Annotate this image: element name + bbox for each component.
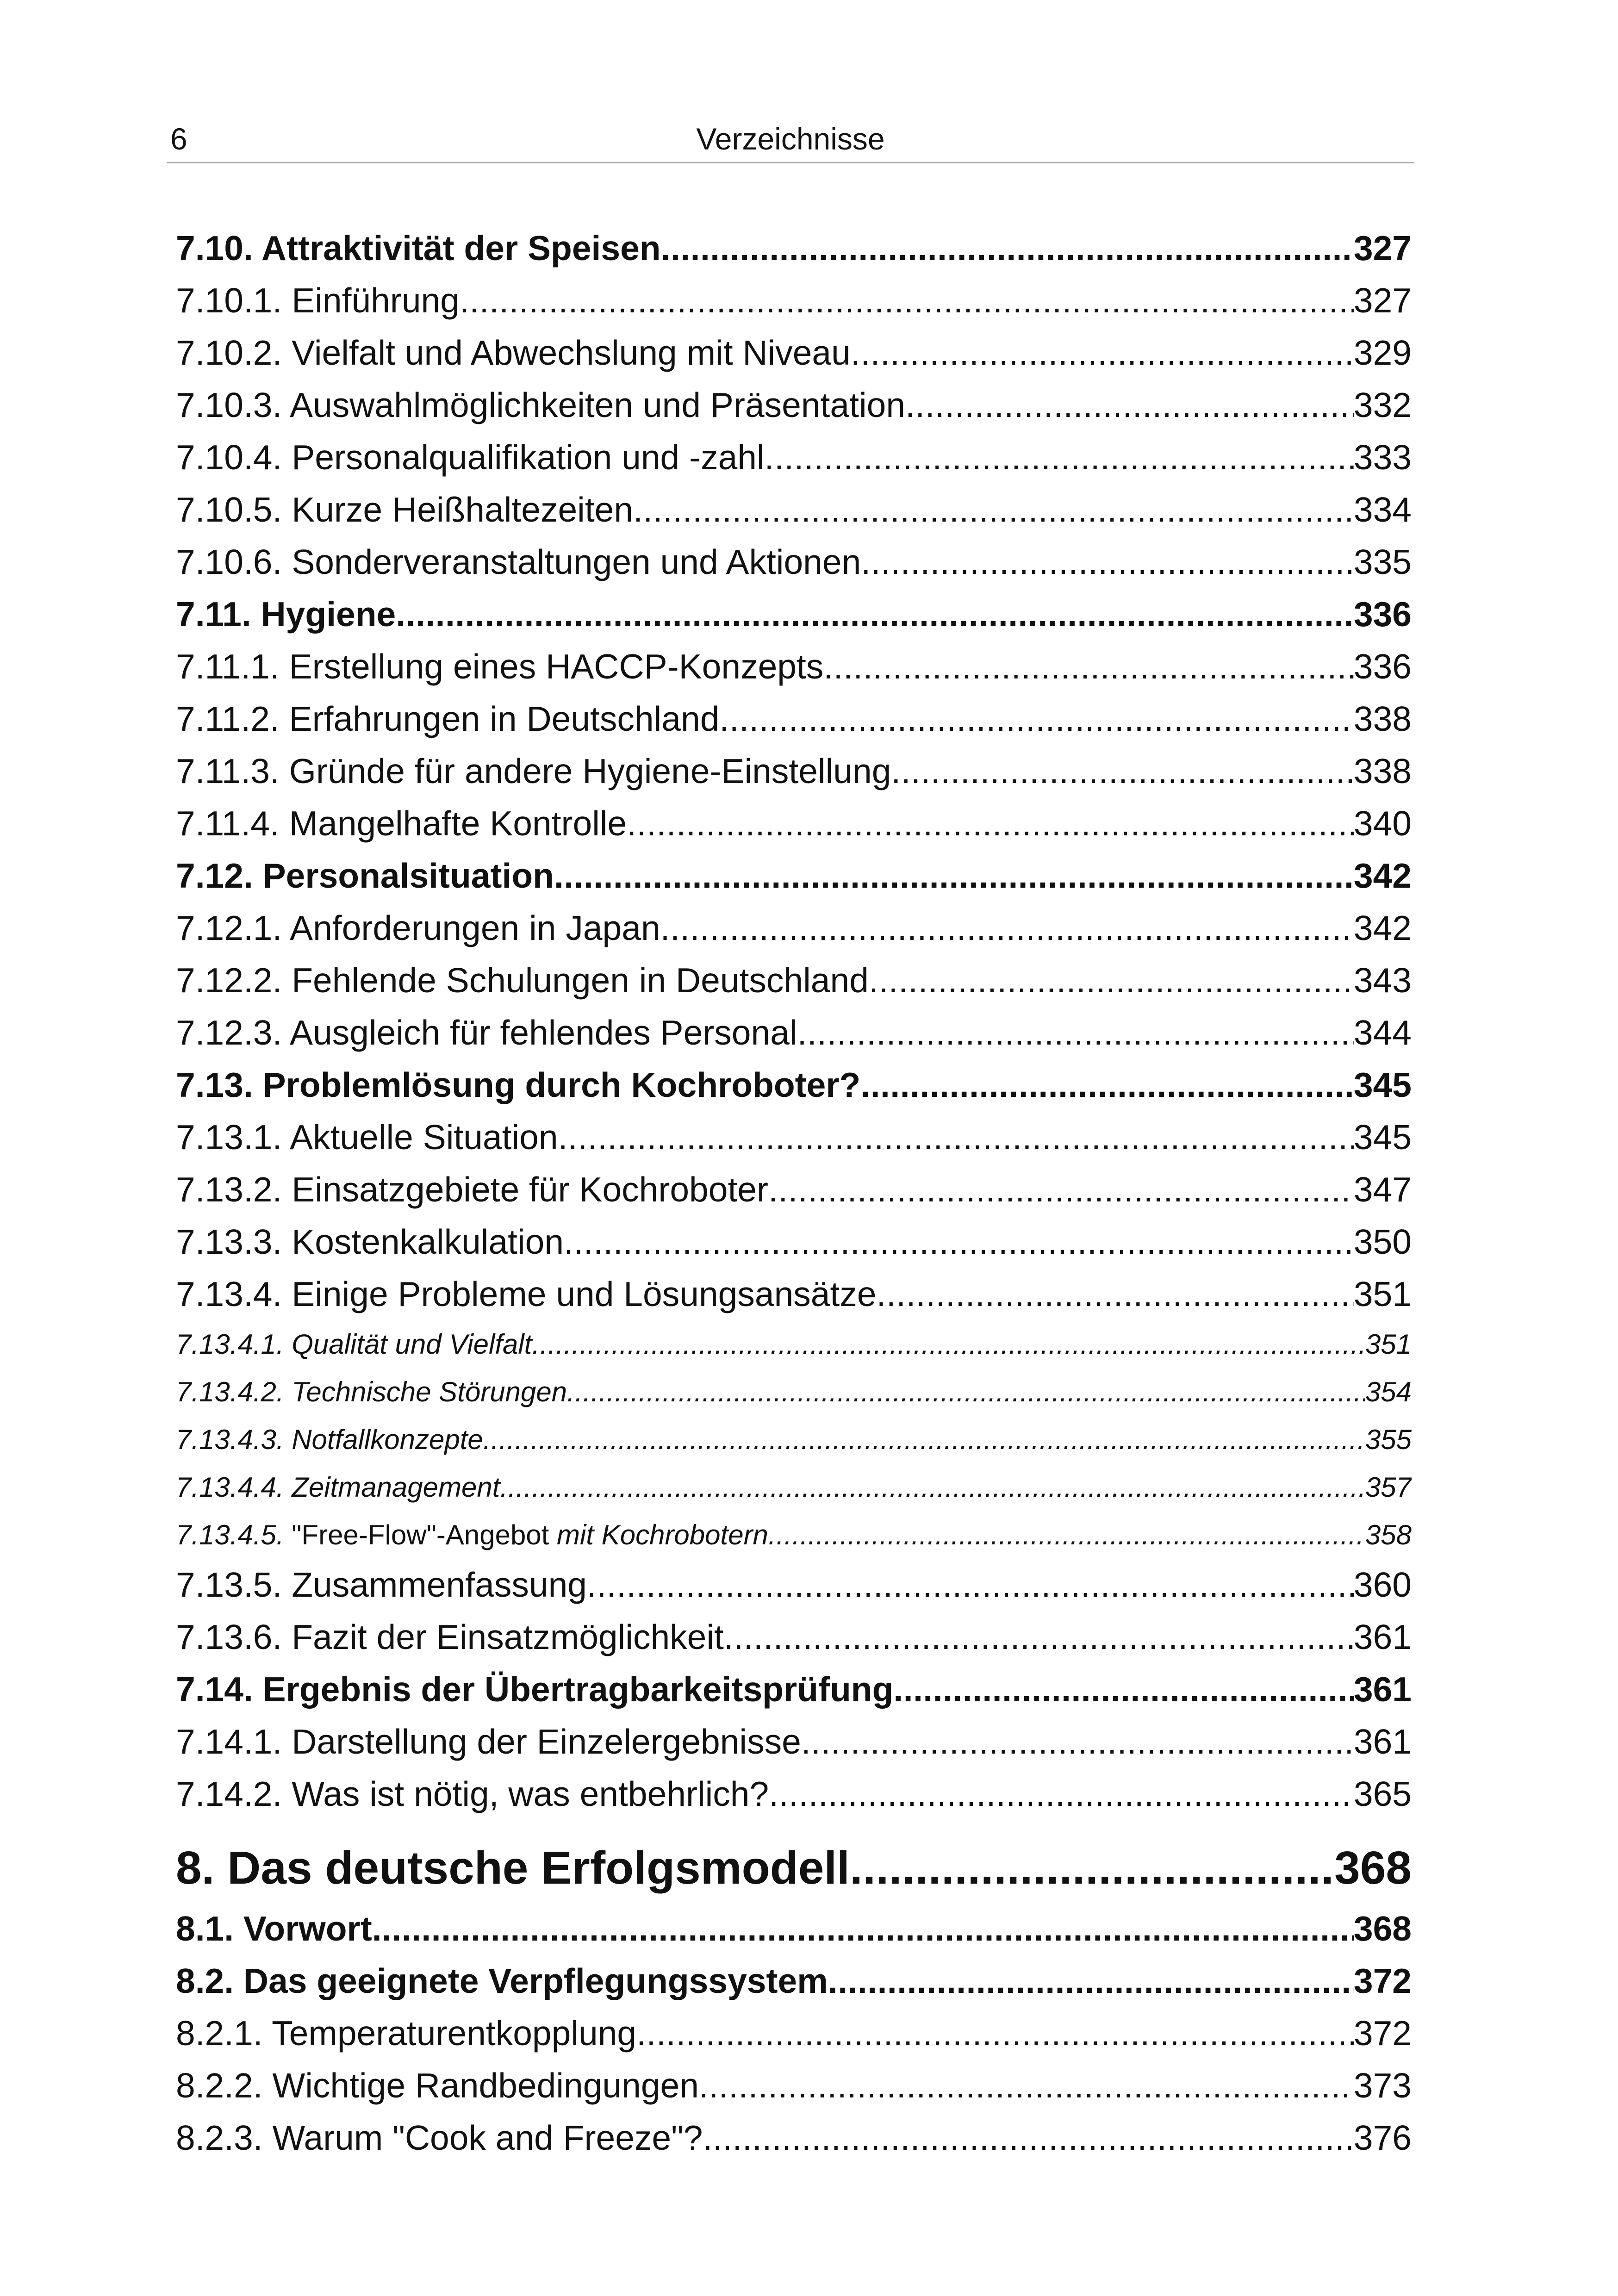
toc-entry-page: 354 (1365, 1376, 1412, 1407)
toc-entry[interactable] (176, 379, 1412, 431)
toc-entry[interactable] (176, 1164, 1412, 1216)
toc-entry-label: 7.13.4.3. Notfallkonzepte (176, 1424, 483, 1455)
toc-entry-page: 376 (1353, 2118, 1412, 2157)
toc-entry-page: 332 (1353, 386, 1412, 424)
dot-leader (768, 1511, 1365, 1559)
toc-entry-label-rest: mit Kochrobotern (549, 1519, 768, 1550)
dot-leader (869, 954, 1354, 1007)
toc-entry-label: 8.2.2. Wichtige Randbedingungen (176, 2066, 699, 2105)
dot-leader (558, 1111, 1354, 1164)
toc-entry-page: 372 (1353, 1961, 1412, 2000)
toc-entry[interactable] (176, 1663, 1412, 1716)
toc-entry-label (176, 1511, 768, 1559)
toc-entry-label: 8.2.3. Warum "Cook and Freeze"? (176, 2118, 703, 2157)
dot-leader (851, 327, 1354, 379)
toc-entry[interactable] (176, 222, 1412, 274)
toc-entry-page: 361 (1353, 1722, 1412, 1761)
dot-leader (850, 1833, 1334, 1903)
toc-entry[interactable] (176, 536, 1412, 588)
toc-entry-page: 334 (1353, 490, 1412, 529)
dot-leader (797, 1007, 1354, 1059)
toc-entry-page: 357 (1365, 1472, 1412, 1503)
dot-leader (567, 1368, 1365, 1416)
toc-entry[interactable] (176, 850, 1412, 902)
toc-entry[interactable] (176, 1059, 1412, 1111)
toc-entry[interactable] (176, 1833, 1412, 1903)
toc-entry-label: 7.14.1. Darstellung der Einzelergebnisse (176, 1722, 801, 1761)
toc-entry-label-plain: "Free-Flow"-Angebot (292, 1519, 549, 1550)
toc-entry-label: 7.10. Attraktivität der Speisen (176, 229, 661, 268)
toc-entry-page: 358 (1365, 1519, 1412, 1550)
toc-entry[interactable] (176, 745, 1412, 797)
toc-entry-page: 342 (1353, 908, 1412, 947)
toc-entry-page: 335 (1353, 542, 1412, 581)
dot-leader (801, 1716, 1354, 1768)
toc-entry[interactable] (176, 641, 1412, 693)
toc-entry-page: 333 (1353, 438, 1412, 477)
toc-entry-label: 7.12. Personalsituation (176, 856, 554, 895)
toc-entry-page: 338 (1353, 752, 1412, 790)
toc-entry-label: 8.1. Vorwort (176, 1909, 372, 1948)
dot-leader (877, 1268, 1354, 1320)
toc-entry-label: 8. Das deutsche Erfolgsmodell (176, 1842, 850, 1894)
header-rule (167, 162, 1414, 163)
toc-entry-page: 336 (1353, 595, 1412, 634)
toc-entry-label: 7.14.2. Was ist nötig, was entbehrlich? (176, 1774, 769, 1813)
dot-leader (891, 745, 1353, 797)
toc-entry-label: 7.12.3. Ausgleich für fehlendes Personal (176, 1013, 797, 1052)
toc-entry-page: 373 (1353, 2066, 1412, 2105)
toc-entry[interactable] (176, 693, 1412, 745)
toc-entry-label: 7.13.4. Einige Probleme und Lösungsansätze (176, 1275, 877, 1313)
toc-entry[interactable] (176, 484, 1412, 536)
dot-leader (765, 431, 1354, 484)
toc-entry-label: 7.10.6. Sonderveranstaltungen und Aktionen (176, 542, 861, 581)
toc-entry-page: 351 (1353, 1275, 1412, 1313)
toc-entry-page: 361 (1353, 1670, 1412, 1709)
toc-entry[interactable] (176, 1111, 1412, 1164)
toc-entry-page: 327 (1353, 281, 1412, 320)
toc-entry-page: 368 (1334, 1842, 1412, 1894)
toc-entry[interactable] (176, 2112, 1412, 2164)
toc-entry-page: 368 (1353, 1909, 1412, 1948)
toc-entry-label: 8.2.1. Temperaturentkopplung (176, 2014, 637, 2053)
toc-entry[interactable] (176, 2007, 1412, 2060)
toc-entry-page: 329 (1353, 333, 1412, 372)
toc-entry-label: 7.10.4. Personalqualifikation und -zahl (176, 438, 765, 477)
running-header (170, 116, 1411, 162)
dot-leader (828, 1955, 1354, 2007)
toc-entry-label: 7.12.1. Anforderungen in Japan (176, 908, 660, 947)
toc-entry-label: 7.11. Hygiene (176, 595, 396, 634)
toc-entry[interactable] (176, 797, 1412, 850)
toc-entry-label: 7.11.1. Erstellung eines HACCP-Konzepts (176, 647, 824, 686)
toc-entry-page: 355 (1365, 1424, 1412, 1455)
dot-leader (893, 1663, 1353, 1716)
dot-leader (633, 484, 1354, 536)
dot-leader (564, 1216, 1354, 1268)
toc-entry-page: 340 (1353, 804, 1412, 843)
toc-entry[interactable] (176, 1511, 1412, 1559)
toc-entry[interactable] (176, 1368, 1412, 1416)
dot-leader (661, 222, 1354, 274)
dot-leader (396, 588, 1354, 641)
toc-entry-page: 345 (1353, 1118, 1412, 1157)
toc-entry-label: 7.13.4.4. Zeitmanagement (176, 1472, 500, 1503)
toc-entry-page: 342 (1353, 856, 1412, 895)
dot-leader (500, 1463, 1365, 1511)
toc-entry-page: 360 (1353, 1565, 1412, 1604)
toc-entry-label: 7.13.1. Aktuelle Situation (176, 1118, 558, 1157)
toc-entry[interactable] (176, 1716, 1412, 1768)
toc-entry-page: 347 (1353, 1170, 1412, 1209)
toc-entry-page: 372 (1353, 2014, 1412, 2053)
toc-entry-label: 7.13. Problemlösung durch Kochroboter? (176, 1065, 861, 1104)
dot-leader (861, 536, 1354, 588)
toc-entry-label: 7.10.3. Auswahlmöglichkeiten und Präsentation (176, 386, 906, 424)
dot-leader (660, 902, 1354, 954)
toc-entry[interactable] (176, 274, 1412, 327)
dot-leader (703, 2112, 1353, 2164)
toc-entry[interactable] (176, 1320, 1412, 1368)
toc-entry-label: 7.13.2. Einsatzgebiete für Kochroboter (176, 1170, 768, 1209)
dot-leader (532, 1320, 1365, 1368)
toc-entry-label: 7.13.5. Zusammenfassung (176, 1565, 587, 1604)
dot-leader (483, 1416, 1365, 1463)
toc-entry-label: 8.2. Das geeignete Verpflegungssystem (176, 1961, 828, 2000)
toc-entry-label: 7.11.3. Gründe für andere Hygiene-Einstellung (176, 752, 891, 790)
toc-entry-label: 7.10.1. Einführung (176, 281, 460, 320)
toc-entry[interactable] (176, 902, 1412, 954)
toc-entry-label: 7.10.2. Vielfalt und Abwechslung mit Niveau (176, 333, 851, 372)
toc-entry[interactable] (176, 1416, 1412, 1463)
toc-entry-label: 7.14. Ergebnis der Übertragbarkeitsprüfung (176, 1670, 894, 1709)
toc-entry-label: 7.13.3. Kostenkalkulation (176, 1222, 564, 1261)
toc-entry-page: 365 (1353, 1774, 1412, 1813)
toc-entry[interactable] (176, 1463, 1412, 1511)
toc-entry-label: 7.13.4.1. Qualität und Vielfalt (176, 1329, 532, 1360)
toc-entry-page: 343 (1353, 961, 1412, 1000)
toc-entry[interactable] (176, 1268, 1412, 1320)
toc-entry[interactable] (176, 588, 1412, 641)
dot-leader (587, 1559, 1354, 1611)
toc-entry-label: 7.12.2. Fehlende Schulungen in Deutschland (176, 961, 869, 1000)
toc-entry-page: 351 (1365, 1329, 1412, 1360)
toc-entry[interactable] (176, 1007, 1412, 1059)
dot-leader (768, 1164, 1354, 1216)
dot-leader (636, 2007, 1354, 2060)
toc-entry[interactable] (176, 954, 1412, 1007)
dot-leader (823, 641, 1354, 693)
toc-entry[interactable] (176, 1559, 1412, 1611)
toc-entry-page: 344 (1353, 1013, 1412, 1052)
dot-leader (460, 274, 1354, 327)
toc-entry[interactable] (176, 1768, 1412, 1820)
toc-entry-page: 361 (1353, 1618, 1412, 1656)
toc-entry-page: 327 (1353, 229, 1412, 268)
toc-entry[interactable] (176, 1611, 1412, 1663)
toc-entry-page: 338 (1353, 699, 1412, 738)
table-of-contents (176, 222, 1412, 2164)
toc-entry[interactable] (176, 1216, 1412, 1268)
dot-leader (627, 797, 1354, 850)
dot-leader (860, 1059, 1354, 1111)
toc-entry-label: 7.11.2. Erfahrungen in Deutschland (176, 699, 720, 738)
toc-entry-label: 7.13.6. Fazit der Einsatzmöglichkeit (176, 1618, 724, 1656)
header-page-number: 6 (170, 122, 187, 156)
toc-entry-number: 7.13.4.5. (176, 1519, 292, 1550)
toc-entry-page: 345 (1353, 1065, 1412, 1104)
dot-leader (554, 850, 1354, 902)
toc-entry[interactable] (176, 2060, 1412, 2112)
toc-entry[interactable] (176, 327, 1412, 379)
toc-entry-label: 7.11.4. Mangelhafte Kontrolle (176, 804, 627, 843)
toc-entry-label: 7.13.4.2. Technische Störungen (176, 1376, 567, 1407)
dot-leader (769, 1768, 1354, 1820)
toc-entry-label: 7.10.5. Kurze Heißhaltezeiten (176, 490, 634, 529)
toc-entry[interactable] (176, 1903, 1412, 1955)
running-title: Verzeichnisse (696, 122, 885, 156)
toc-entry-page: 350 (1353, 1222, 1412, 1261)
toc-entry[interactable] (176, 431, 1412, 484)
toc-entry-page: 336 (1353, 647, 1412, 686)
dot-leader (699, 2060, 1354, 2112)
toc-entry[interactable] (176, 1955, 1412, 2007)
dot-leader (372, 1903, 1354, 1955)
dot-leader (905, 379, 1354, 431)
dot-leader (719, 693, 1353, 745)
dot-leader (724, 1611, 1354, 1663)
